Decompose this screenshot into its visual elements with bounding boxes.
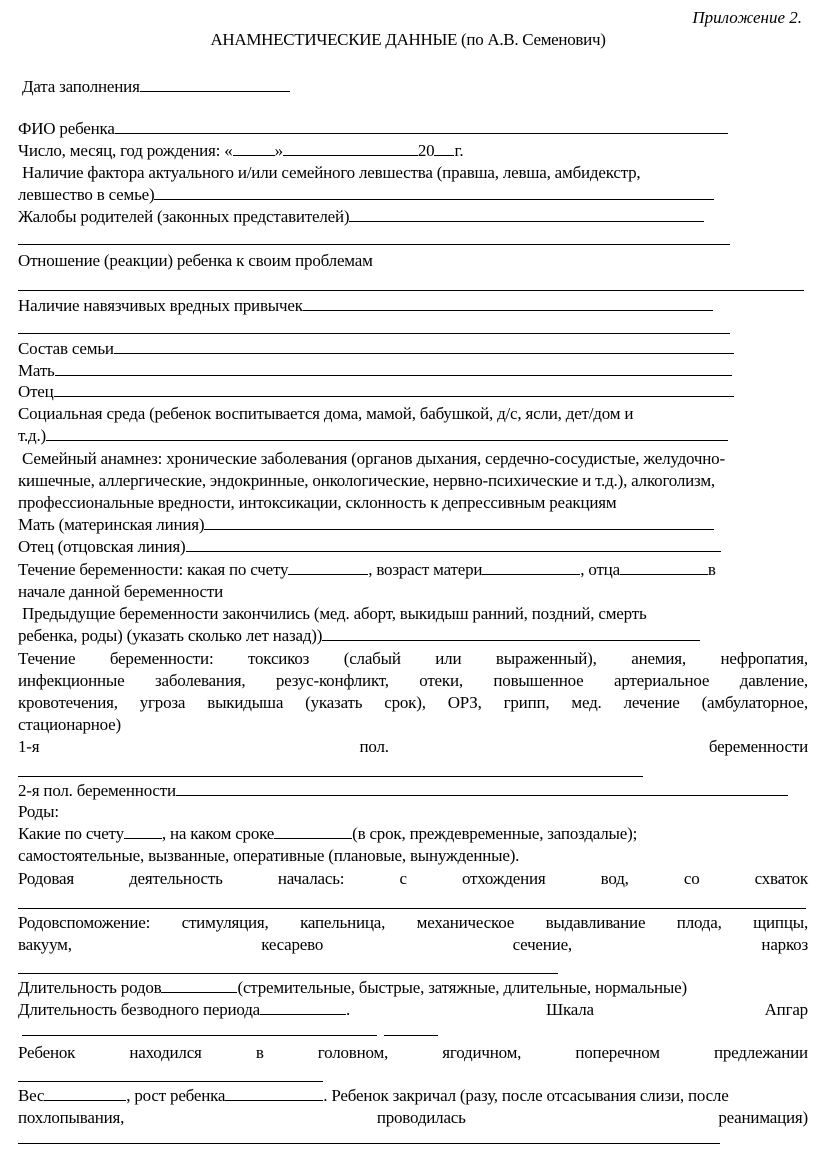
social-field[interactable]: [46, 425, 728, 441]
labor-label: Роды:: [18, 802, 59, 821]
fill-date-field[interactable]: [140, 76, 290, 92]
previous-pregnancies-line1: Предыдущие беременности закончились (мед. аборт, выкидыш ранний, поздний, смерть: [22, 604, 647, 623]
family-history-line2: кишечные, аллергические, эндокринные, онкологические, нервно-психические и т.д.), алкоголизм,: [18, 471, 715, 490]
habits-line-2[interactable]: [18, 333, 730, 334]
attitude-field[interactable]: [18, 290, 804, 291]
labor-type-line: самостоятельные, вызванные, оперативные (плановые, вынужденные).: [18, 846, 520, 865]
apgar-field-1[interactable]: [22, 1035, 377, 1036]
father-row: Отец: [18, 381, 808, 402]
lefthandedness-row: левшество в семье): [18, 184, 808, 205]
habits-row: Наличие навязчивых вредных привычек: [18, 295, 808, 316]
appendix-label: Приложение 2.: [692, 8, 802, 27]
social-line1: Социальная среда (ребенок воспитывается дома, мамой, бабушкой, д/с, ясли, дет/дом и: [18, 404, 634, 423]
presentation-row: Ребенок находился в головном, ягодичном, поперечном предлежании: [18, 1043, 808, 1062]
paternal-line-row: Отец (отцовская линия): [18, 536, 808, 557]
paternal-line-field[interactable]: [186, 536, 721, 552]
labor-duration-field[interactable]: [161, 977, 237, 993]
first-half-field[interactable]: [18, 776, 643, 777]
pregnancy-details-line3: кровотечения, угроза выкидыша (указать срок), ОРЗ, грипп, мед. лечение (амбулаторное,: [18, 693, 808, 712]
father-field[interactable]: [54, 381, 734, 397]
obstetric-aid-field[interactable]: [18, 973, 558, 974]
complaints-line-2[interactable]: [18, 244, 730, 245]
weight-field[interactable]: [44, 1085, 126, 1101]
previous-pregnancies-row: ребенка, роды) (указать сколько лет назад)): [18, 625, 808, 646]
social-row: т.д.): [18, 425, 808, 446]
attitude-label: Отношение (реакции) ребенка к своим проблемам: [18, 251, 373, 270]
first-half-row: 1-я пол. беременности: [18, 737, 808, 756]
mother-field[interactable]: [55, 360, 732, 376]
father-age-field[interactable]: [620, 559, 708, 575]
pregnancy-details-line1: Течение беременности: токсикоз (слабый или выраженный), анемия, нефропатия,: [18, 649, 808, 668]
apgar-field-2[interactable]: [384, 1035, 438, 1036]
birth-date-row: Число, месяц, год рождения: « » 20 г.: [18, 141, 464, 160]
previous-pregnancies-field[interactable]: [322, 625, 700, 641]
resuscitation-field[interactable]: [18, 1143, 720, 1144]
pregnancy-details-line4: стационарное): [18, 715, 121, 734]
obstetric-aid-line2: вакуум, кесарево сечение, наркоз: [18, 935, 808, 954]
second-half-row: 2-я пол. беременности: [18, 780, 808, 801]
fill-date-row: Дата заполнения: [22, 76, 812, 97]
complaints-field[interactable]: [349, 206, 704, 222]
second-half-field[interactable]: [176, 780, 788, 796]
labor-start-field[interactable]: [18, 908, 806, 909]
family-history-line1: Семейный анамнез: хронические заболевания (органов дыхания, сердечно-сосудистые, желудочно-: [22, 449, 725, 468]
birth-day-field[interactable]: [233, 140, 275, 156]
labor-number-field[interactable]: [124, 823, 162, 839]
lefthandedness-line1: Наличие фактора актуального и/или семейного левшества (правша, левша, амбидекстр,: [22, 163, 641, 182]
child-name-row: ФИО ребенка: [18, 118, 808, 139]
page-title: АНАМНЕСТИЧЕСКИЕ ДАННЫЕ (по А.В. Семенович): [210, 30, 606, 49]
patting-row: похлопывания, проводилась реанимация): [18, 1108, 808, 1127]
mother-row: Мать: [18, 360, 808, 381]
pregnancy-course-line2: начале данной беременности: [18, 582, 224, 601]
child-name-field[interactable]: [115, 118, 728, 134]
weight-row: Вес , рост ребенка . Ребенок закричал (разу, после отсасывания слизи, после: [18, 1086, 729, 1105]
pregnancy-number-field[interactable]: [288, 559, 368, 575]
height-field[interactable]: [225, 1085, 323, 1101]
mother-age-field[interactable]: [482, 559, 580, 575]
anhydrous-row: Длительность безводного периода . Шкала Апгар: [18, 1000, 808, 1019]
complaints-row: Жалобы родителей (законных представителей): [18, 206, 808, 227]
labor-start-row: Родовая деятельность началась: с отхождения вод, со схваток: [18, 869, 808, 888]
maternal-line-field[interactable]: [204, 514, 714, 530]
birth-year-field[interactable]: [434, 140, 454, 156]
family-row: Состав семьи: [18, 338, 808, 359]
labor-term-field[interactable]: [274, 823, 352, 839]
anhydrous-field[interactable]: [260, 999, 346, 1015]
birth-month-field[interactable]: [283, 140, 418, 156]
pregnancy-details-line2: инфекционные заболевания, резус-конфликт, отеки, повышенное артериальное давление,: [18, 671, 808, 690]
habits-field[interactable]: [303, 295, 713, 311]
presentation-field[interactable]: [18, 1081, 323, 1082]
labor-number-row: Какие по счету , на каком сроке (в срок, преждевременные, запоздалые);: [18, 824, 638, 843]
pregnancy-course-row: Течение беременности: какая по счету , возраст матери , отца в: [18, 560, 716, 579]
maternal-line-row: Мать (материнская линия): [18, 514, 808, 535]
obstetric-aid-line1: Родовспоможение: стимуляция, капельница, механическое выдавливание плода, щипцы,: [18, 913, 808, 932]
lefthandedness-field[interactable]: [154, 184, 714, 200]
family-history-line3: профессиональные вредности, интоксикации, склонность к депрессивным реакциям: [18, 493, 617, 512]
labor-duration-row: Длительность родов (стремительные, быстрые, затяжные, длительные, нормальные): [18, 978, 687, 997]
family-field[interactable]: [114, 338, 734, 354]
